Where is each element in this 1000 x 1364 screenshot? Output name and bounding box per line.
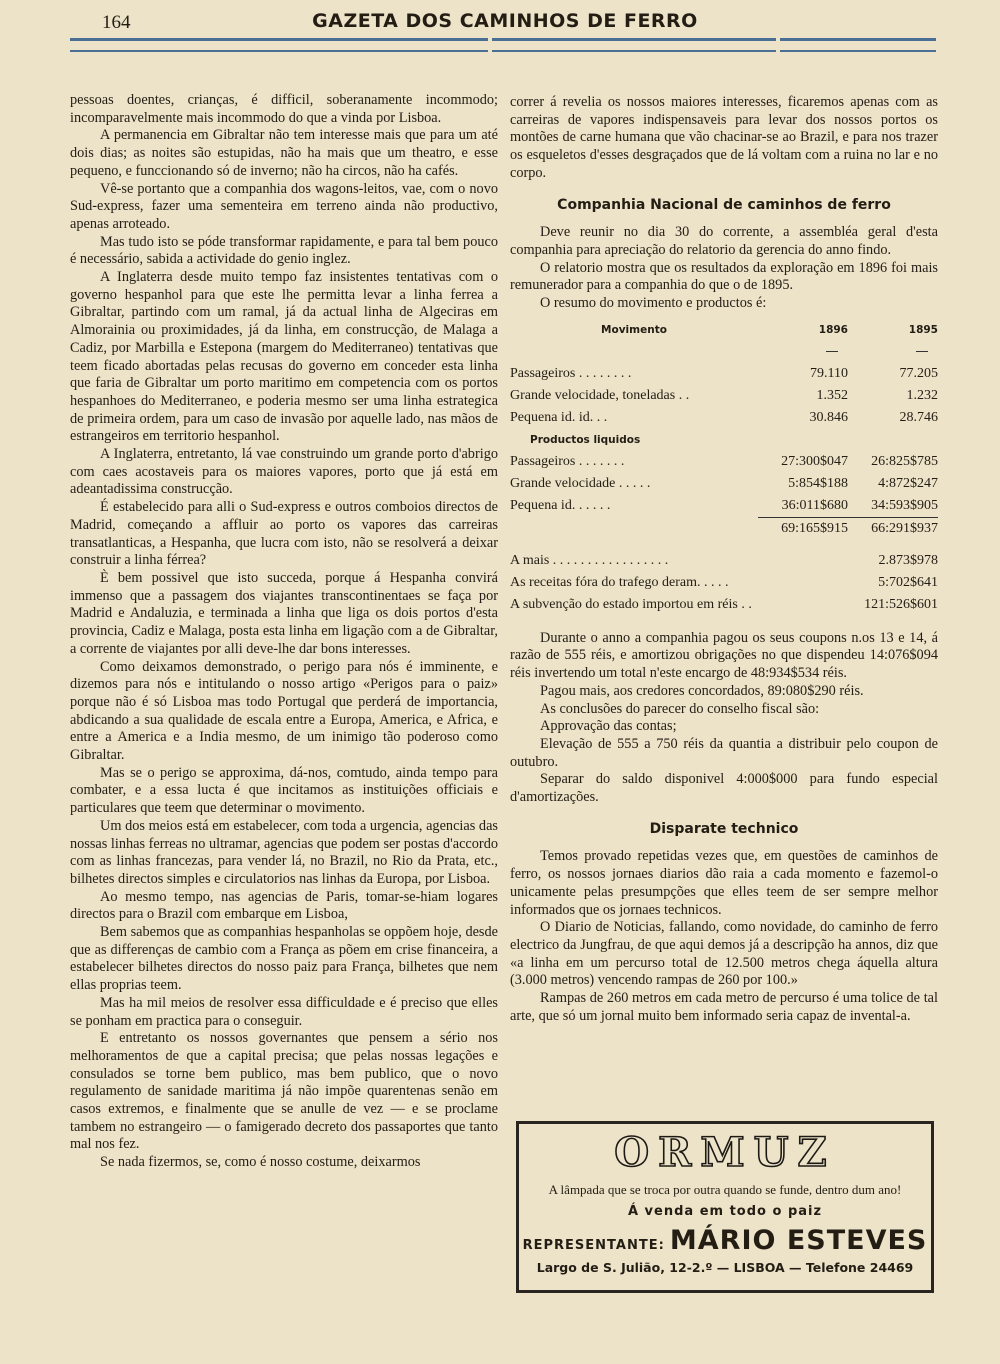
header-rule bbox=[70, 38, 936, 52]
paragraph: E entretanto os nossos governantes que pensem a sério nos melhoramentos de que a capital precisa; que pelas nossas legações e consulados se torne bem publico, mas bem publico, que o novo regulamento de sanidade maritima já não impõe quarentenas senão em casos extremos, e finalmente que se anulle de vez — e se proclame tambem no estrangeiro — o famigerado decreto dos passaportes que tanto mal nos fez. bbox=[70, 1030, 498, 1153]
column-header: Movimento bbox=[601, 323, 667, 336]
paragraph: Mas ha mil meios de resolver essa difficuldade e é preciso que elles se ponham em practica para o conseguir. bbox=[70, 994, 498, 1029]
ad-brand: ORMUZ bbox=[614, 1129, 836, 1176]
ad-availability: Á venda em todo o paiz bbox=[627, 1204, 823, 1219]
ad-rep-name: MÁRIO ESTEVES bbox=[669, 1225, 928, 1256]
cell-value: 1.352 bbox=[816, 387, 848, 403]
subheader: Productos liquidos bbox=[530, 433, 641, 446]
paragraph: Bem sabemos que as companhias hespanholas se oppõem hoje, desde que as differenças de cambio com a França as põem em crise financeira, a estabelecer bilhetes directos do nosso paiz para França, bilhetes que nem ellas proprias teem. bbox=[70, 924, 498, 994]
cell-value: 30.846 bbox=[809, 409, 848, 425]
row-label: Passageiros . . . . . . . . bbox=[510, 365, 632, 381]
results-table bbox=[510, 319, 938, 616]
total-value: 69:165$915 bbox=[758, 517, 848, 540]
paragraph: O Diario de Noticias, fallando, como novidade, do caminho de ferro electrico da Jungfrau, de que aqui demos já a descripção ha annos, diz que «a linha em um percurso total de 12.500 metros chega áquella altura (3.000 metros) vencendo rampas de 260 por 100.» bbox=[510, 919, 938, 989]
ormuz-advertisement bbox=[516, 1121, 934, 1293]
cell-value: 79.110 bbox=[810, 365, 848, 381]
paragraph: As conclusões do parecer do conselho fiscal são: bbox=[540, 700, 820, 717]
paragraph: Durante o anno a companhia pagou os seus coupons n.os 13 e 14, á razão de 555 réis, e amortizou obrigações no que dispendeu 14:076$094 réis invertendo um total n'este encargo de 48:934$534 réis. bbox=[510, 629, 938, 682]
paragraph: A permanencia em Gibraltar não tem interesse mais que para um até dois dias; as noites são estupidas, não ha mais que um theatro, e esse pequeno, e funccionando só de inverno; não ha circos, não ha cafés. bbox=[70, 127, 498, 179]
row-label: Pequena id. . . . . . bbox=[510, 497, 611, 513]
table-row bbox=[510, 550, 938, 572]
row-label: Passageiros . . . . . . . bbox=[510, 453, 625, 469]
cell-value: 5:854$188 bbox=[788, 475, 848, 491]
right-column bbox=[510, 94, 938, 1026]
paragraph: Ao mesmo tempo, nas agencias de Paris, tomar-se-hiam logares directos para o Brazil com embarque em Lisboa, bbox=[70, 888, 498, 923]
cell-value: 26:825$785 bbox=[871, 453, 938, 469]
paragraph: Approvação das contas; bbox=[540, 718, 677, 735]
paragraph: Pagou mais, aos credores concordados, 89:080$290 réis. bbox=[540, 682, 864, 699]
paragraph: Mas tudo isto se póde transformar rapidamente, e para tal bem pouco é necessário, sabida a actividade do genio inglez. bbox=[70, 233, 498, 268]
row-label: A subvenção do estado importou em réis . . bbox=[510, 596, 752, 612]
cell-value: 34:593$905 bbox=[871, 497, 938, 513]
row-label: Grande velocidade . . . . . bbox=[510, 475, 651, 491]
paragraph: Mas se o perigo se approxima, dá-nos, comtudo, ainda tempo para combater, e a essa lucta é que incitamos as instituições officiais e particulares que teem que determinar o movimento. bbox=[70, 764, 498, 817]
page-header bbox=[70, 8, 940, 38]
cell-value: 27:300$047 bbox=[781, 453, 848, 469]
table-row bbox=[510, 385, 938, 407]
paragraph: O resumo do movimento e productos é: bbox=[540, 295, 767, 312]
ad-representative bbox=[519, 1225, 931, 1256]
row-label: A mais . . . . . . . . . . . . . . . . . bbox=[510, 552, 669, 568]
cell-value: 77.205 bbox=[899, 365, 938, 381]
paragraph: Deve reunir no dia 30 do corrente, a assembléa geral d'esta companhia para apreciação do relatorio da gerencia do anno findo. bbox=[510, 224, 938, 258]
cell-value: 121:526$601 bbox=[864, 596, 938, 612]
paragraph: Se nada fizermos, se, como é nosso costume, deixarmos bbox=[100, 1154, 421, 1171]
paragraph: pessoas doentes, crianças, é difficil, soberanamente incommodo; incomparavelmente mais incommodo do que a vinda por Lisboa. bbox=[70, 92, 498, 126]
paragraph: Como deixamos demonstrado, o perigo para nós é imminente, e dizemos para nós e intitulando o nosso artigo «Perigos para o paiz» porque não é só Lisboa mas todo Portugal que perderá de importancia, abdicando a sua qualidade de escala entre a Europa, America, e Africa, e entre a America e a India mesmo, de um inimigo tão poderoso como Gibraltar. bbox=[70, 658, 498, 764]
page-number: 164 bbox=[102, 12, 131, 33]
paragraph: Separar do saldo disponivel 4:000$000 para fundo especial d'amortizações. bbox=[510, 771, 938, 806]
table-row bbox=[510, 407, 938, 429]
cell-value: 1.232 bbox=[906, 387, 938, 403]
left-column bbox=[70, 92, 498, 1172]
table-row bbox=[510, 363, 938, 385]
column-header: 1896 bbox=[818, 323, 848, 336]
paragraph: É estabelecido para alli o Sud-express e outros comboios directos de Madrid, começando a affluir ao porto os vapores das carreiras transatlanticas, a Hespanha, que lucra com isto, não se resolverá a deixar construir a linha férrea? bbox=[70, 499, 498, 569]
total-value: 66:291$937 bbox=[848, 517, 938, 540]
cell-value: 28.746 bbox=[899, 409, 938, 425]
paragraph: A Inglaterra, entretanto, lá vae construindo um grande porto d'abrigo com caes acostaveis para os maiores vapores, porto que já está em adeantadissima construcção. bbox=[70, 446, 498, 498]
table-row bbox=[510, 473, 938, 495]
paragraph: Temos provado repetidas vezes que, em questões de caminhos de ferro, os nossos jornaes diarios dão raia a cada momento e fazemol-o unicamente pelas presumpções que elles teem de ser sempre melhor informados que os jornaes technicos. bbox=[510, 848, 938, 918]
paragraph: Um dos meios está em estabelecer, com toda a urgencia, agencias das nossas linhas ferreas no ultramar, agencias que podem ser postas d'accordo com as linhas francezas, para vender lá, no Brazil, no Rio da Prata, etc., bilhetes directos simples e circulatorios nas linhas da Europa, por Lisboa. bbox=[70, 817, 498, 887]
column-header: 1895 bbox=[908, 323, 938, 336]
paragraph: A Inglaterra desde muito tempo faz insistentes tentativas com o governo hespanhol para que este lhe permitta levar a linha ferrea a Gibraltar, partindo com um ramal, já da actual linha de Algeciras em Almorainia ou proximidades, já da linha, em construcção, de Malaga a Cadiz, por Marbilla e Estepona (margem do Mediterraneo) tentativas que teem ficado abortadas pelas recusas do governo em conceder esta linha que faria de Gibraltar um porto maritimo em competencia com os portos hespanhoes do Mediterraneo, e poderia mesmo ser uma linha estrategica de primeira ordem, para um caso de invasão por aquelle lado, nas mãos de estrangeiros em territorio hespanhol. bbox=[70, 269, 498, 445]
section-heading: Disparate technico bbox=[649, 820, 799, 837]
paragraph: O relatorio mostra que os resultados da exploração em 1896 foi mais remunerador para a companhia do que o de 1895. bbox=[510, 259, 938, 294]
row-label: Grande velocidade, toneladas . . bbox=[510, 387, 690, 403]
publication-title: GAZETA DOS CAMINHOS DE FERRO bbox=[312, 10, 698, 32]
table-row bbox=[510, 495, 938, 518]
totals-row bbox=[510, 517, 938, 540]
paragraph: Elevação de 555 a 750 réis da quantia a distribuir pelo coupon de outubro. bbox=[510, 735, 938, 770]
cell-value: 36:011$680 bbox=[781, 497, 848, 513]
table-row bbox=[510, 572, 938, 594]
paragraph: Rampas de 260 metros em cada metro de percurso é uma tolice de tal arte, que só um jornal muito bem informado seria capaz de invental-a. bbox=[510, 990, 938, 1024]
table-row bbox=[510, 451, 938, 473]
row-label: As receitas fóra do trafego deram. . . . . bbox=[510, 574, 729, 590]
row-label: Pequena id. id. . . bbox=[510, 409, 608, 425]
table-row bbox=[510, 594, 938, 616]
cell-value: 5:702$641 bbox=[878, 574, 938, 590]
ad-rep-label: REPRESENTANTE: bbox=[522, 1238, 665, 1253]
ad-address: Largo de S. Julião, 12-2.º — LISBOA — Telefone 24469 bbox=[536, 1260, 914, 1275]
ad-slogan: A lâmpada que se troca por outra quando se funde, dentro dum ano! bbox=[548, 1182, 902, 1197]
cell-value: 4:872$247 bbox=[878, 475, 938, 491]
paragraph: È bem possivel que isto succeda, porque á Hespanha convirá immenso que a passagem dos viajantes transcontinentaes se faça por Madrid e Andaluzia, e terminada a linha que liga os dois portos d'esta provincia, Cadiz e Malaga, posta esta linha em ligação com a de Gibraltar, a corrente de viajantes por alli deve-lhe dar bons interesses. bbox=[70, 569, 498, 657]
section-heading: Companhia Nacional de caminhos de ferro bbox=[557, 196, 891, 213]
paragraph: Vê-se portanto que a companhia dos wagons-leitos, vae, com o novo Sud-express, fazer uma sementeira em terreno ainda não productivo, apenas arroteado. bbox=[70, 180, 498, 232]
paragraph: correr á revelia os nossos maiores interesses, ficaremos apenas com as carreiras de vapores indispensaveis para levar dos nossos portos os montões de carne humana que vão chacinar-se ao Brazil, e para nos trazer os esqueletos d'esses desgraçados que de lá voltam com a ruina no lar e no corpo. bbox=[510, 94, 938, 181]
cell-value: 2.873$978 bbox=[878, 552, 938, 568]
